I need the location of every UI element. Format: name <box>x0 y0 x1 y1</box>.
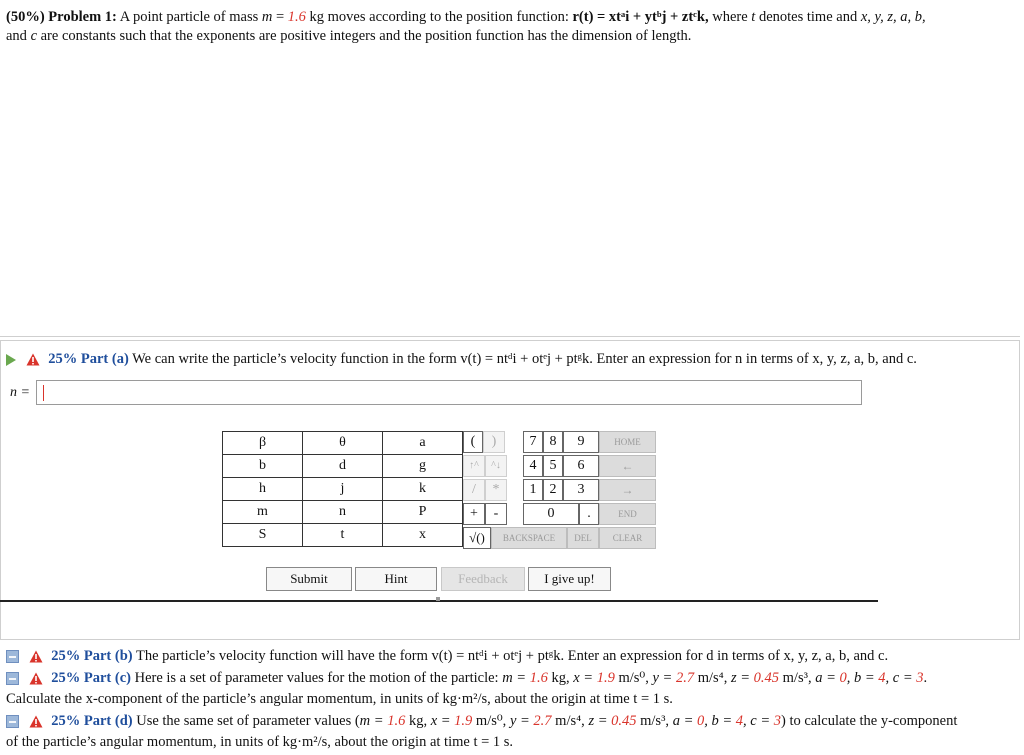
b-eq: , b = <box>846 670 875 686</box>
key-8[interactable]: 8 <box>543 431 563 453</box>
part-d-header[interactable] <box>6 712 957 731</box>
m-unit: kg, <box>408 713 428 729</box>
key-plus[interactable]: + <box>463 503 485 525</box>
key-3[interactable]: 3 <box>563 479 599 501</box>
mass-value: 1.6 <box>287 9 306 25</box>
z-unit: m/s³, <box>782 670 812 686</box>
resize-handle[interactable] <box>436 597 440 601</box>
c-eq: , c = <box>743 713 771 729</box>
y-unit: m/s⁴, <box>697 670 728 686</box>
variable-key[interactable]: β <box>223 432 303 455</box>
key-dot[interactable]: . <box>579 503 599 525</box>
problem-text-5: are constants such that the exponents are positive integers and the position function has the dimension of length. <box>40 28 692 44</box>
m-value: 1.6 <box>387 713 406 729</box>
z-eq: z = <box>588 713 608 729</box>
hint-button[interactable]: Hint <box>355 567 437 591</box>
a-value: 0 <box>839 670 847 686</box>
b-value: 4 <box>735 713 744 729</box>
problem-statement: (50%) Problem 1: A point particle of mass m = 1.6 kg moves according to the position function: r(t) = xtᵃi + ytᵇj + ztᶜk, where t denotes time and x, y, z, a, b, and c are constants such that the exponents are positive integers and the position function has the dimension of length. <box>6 9 926 44</box>
submit-button[interactable]: Submit <box>266 567 352 591</box>
part-a-label: 25% Part (a) <box>48 351 129 367</box>
period: . <box>923 670 928 686</box>
variable-key[interactable]: d <box>303 455 383 478</box>
part-d-text-2: ) to calculate the y-component <box>781 713 958 729</box>
problem-header: (50%) Problem 1: <box>6 9 117 25</box>
time-symbol: t <box>751 9 756 25</box>
part-d-text: Use the same set of parameter values ( <box>136 713 360 729</box>
variable-row <box>223 501 463 524</box>
key-1[interactable]: 1 <box>523 479 543 501</box>
key-minus[interactable]: - <box>485 503 507 525</box>
key-2[interactable]: 2 <box>543 479 563 501</box>
key-left-arrow[interactable]: ← <box>599 455 656 477</box>
problem-text-4: denotes time and <box>758 9 858 25</box>
z-unit: m/s³, <box>640 713 670 729</box>
x-unit: m/s⁰, <box>618 670 649 686</box>
variable-key[interactable]: m <box>223 501 303 524</box>
answer-label: n = <box>10 385 30 400</box>
collapse-icon[interactable] <box>6 672 19 685</box>
variable-grid <box>222 431 463 547</box>
c-value: 3 <box>773 713 782 729</box>
key-6[interactable]: 6 <box>563 455 599 477</box>
key-7[interactable]: 7 <box>523 431 543 453</box>
z-value: 0.45 <box>611 713 637 729</box>
b-value: 4 <box>878 670 886 686</box>
problem-text-3: where <box>712 9 748 25</box>
give-up-button[interactable]: I give up! <box>528 567 611 591</box>
part-a-header[interactable] <box>6 350 917 369</box>
key-0[interactable]: 0 <box>523 503 579 525</box>
collapse-icon[interactable] <box>6 715 19 728</box>
key-5[interactable]: 5 <box>543 455 563 477</box>
c-eq: , c = <box>885 670 913 686</box>
part-d-question: of the particle’s angular momentum, in units of kg·m²/s, about the origin at time t = 1 s. <box>6 734 514 750</box>
part-b-text: The particle’s velocity function will have the form v(t) = ntᵈi + otᵉj + ptᵍk. Enter an expression for d in terms of x, y, z, a, b, and c. <box>135 648 889 664</box>
key-4[interactable]: 4 <box>523 455 543 477</box>
collapse-icon[interactable] <box>6 650 19 663</box>
variable-key[interactable]: P <box>383 501 463 524</box>
a-eq: a = <box>815 670 836 686</box>
key-left-paren[interactable]: ( <box>463 431 483 453</box>
text-caret <box>43 385 44 401</box>
y-value: 2.7 <box>675 670 695 686</box>
key-delete[interactable]: DEL <box>567 527 599 549</box>
key-clear[interactable]: CLEAR <box>599 527 656 549</box>
constant-list: x, y, z, a, b, <box>860 9 926 25</box>
key-sqrt[interactable]: √() <box>463 527 491 549</box>
variable-key[interactable]: b <box>223 455 303 478</box>
part-c-label: 25% Part (c) <box>51 670 131 686</box>
part-c-text: Here is a set of parameter values for the motion of the particle: <box>134 670 499 686</box>
c-value: 3 <box>916 670 924 686</box>
part-a-text: We can write the particle’s velocity function in the form v(t) = ntᵈi + otᵉj + ptᵍk. Enter an expression for n in terms of x, y, z, a, b, and c. <box>132 351 917 367</box>
key-up[interactable]: ↑^ <box>463 455 485 477</box>
variable-row <box>223 524 463 547</box>
y-unit: m/s⁴, <box>555 713 585 729</box>
constant-c: c <box>30 28 37 44</box>
z-eq: z = <box>730 670 751 686</box>
section-divider <box>0 336 1020 337</box>
part-c-question: Calculate the x-component of the particle’s angular momentum, in units of kg·m²/s, about the origin at time t = 1 s. <box>6 691 673 707</box>
key-down[interactable]: ^↓ <box>485 455 507 477</box>
feedback-button[interactable]: Feedback <box>441 567 525 591</box>
variable-key[interactable]: k <box>383 478 463 501</box>
m-eq: m = <box>359 713 384 729</box>
part-b-header[interactable] <box>6 647 888 666</box>
key-right-paren[interactable]: ) <box>483 431 505 453</box>
m-unit: kg, <box>551 670 570 686</box>
variable-key[interactable]: S <box>223 524 303 547</box>
a-eq: a = <box>672 713 694 729</box>
variable-key[interactable]: j <box>303 478 383 501</box>
m-eq: m = <box>502 670 527 686</box>
x-eq: x = <box>430 713 451 729</box>
problem-text: A point particle of mass <box>119 9 259 25</box>
y-value: 2.7 <box>533 713 552 729</box>
position-function: r(t) = xtᵃi + ytᵇj + ztᶜk, <box>572 9 709 25</box>
key-multiply[interactable]: * <box>485 479 507 501</box>
variable-key[interactable]: a <box>383 432 463 455</box>
problem-text-2: kg moves according to the position function: <box>309 9 569 25</box>
z-value: 0.45 <box>753 670 780 686</box>
key-divide[interactable]: / <box>463 479 485 501</box>
m-value: 1.6 <box>529 670 548 686</box>
x-eq: x = <box>573 670 594 686</box>
a-value: 0 <box>696 713 705 729</box>
variable-row <box>223 455 463 478</box>
key-right-arrow[interactable]: → <box>599 479 656 501</box>
y-eq: y = <box>509 713 530 729</box>
variable-key[interactable]: h <box>223 478 303 501</box>
key-9[interactable]: 9 <box>563 431 599 453</box>
warning-icon <box>29 715 43 728</box>
x-value: 1.9 <box>454 713 473 729</box>
warning-icon <box>29 650 43 663</box>
variable-row <box>223 432 463 455</box>
variable-row <box>223 478 463 501</box>
x-unit: m/s⁰, <box>475 713 507 729</box>
variable-key[interactable]: g <box>383 455 463 478</box>
equals: = <box>275 9 285 25</box>
y-eq: y = <box>652 670 673 686</box>
variable-key[interactable]: n <box>303 501 383 524</box>
b-eq: , b = <box>704 713 733 729</box>
warning-icon <box>29 672 43 685</box>
variable-key[interactable]: x <box>383 524 463 547</box>
part-b-label: 25% Part (b) <box>51 648 133 664</box>
variable-key[interactable]: t <box>303 524 383 547</box>
expand-play-icon[interactable] <box>6 354 16 366</box>
part-d-label: 25% Part (d) <box>51 713 133 729</box>
key-end[interactable]: END <box>599 503 656 525</box>
part-c-header[interactable] <box>6 669 927 688</box>
answer-input[interactable] <box>36 380 862 405</box>
key-backspace[interactable]: BACKSPACE <box>491 527 567 549</box>
mass-symbol: m <box>261 9 273 25</box>
key-home[interactable]: HOME <box>599 431 656 453</box>
x-value: 1.9 <box>596 670 615 686</box>
variable-key[interactable]: θ <box>303 432 383 455</box>
warning-icon <box>26 353 40 366</box>
